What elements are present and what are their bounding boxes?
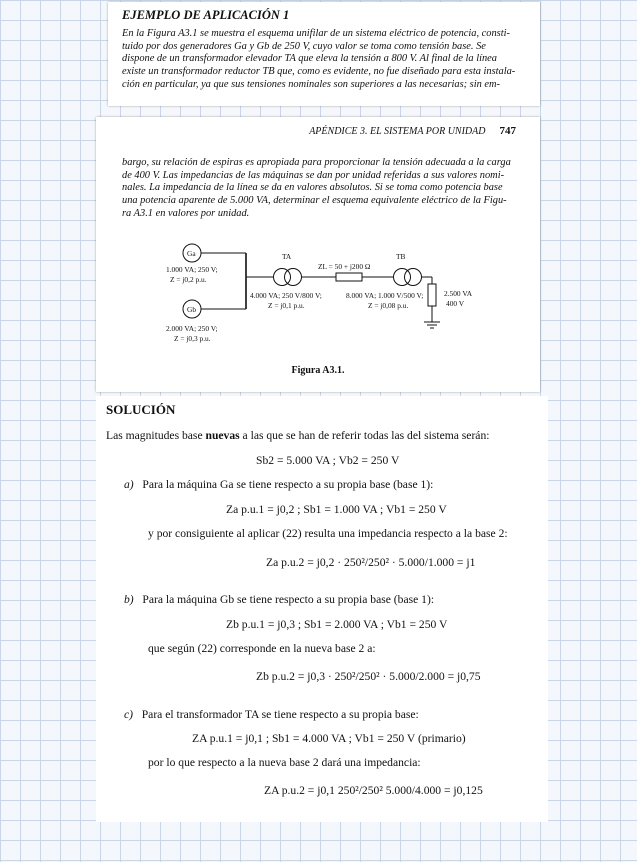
line-impedance-label: ZL = 50 + j200 Ω	[318, 262, 371, 271]
transformer-b-symbol	[394, 269, 411, 286]
gb-label: Gb	[187, 305, 197, 314]
text-line: ción en particular, ya que sus tensiones nominales son superiores a las necesarias; sin em-	[122, 78, 500, 90]
solution-intro	[106, 429, 489, 442]
gb-rating: 2.000 VA; 250 V;	[166, 324, 218, 333]
single-line-diagram	[156, 242, 486, 360]
load-voltage: 400 V	[446, 299, 465, 308]
ta-label: TA	[282, 252, 292, 261]
item-c	[124, 708, 419, 721]
ga-impedance: Z = j0,2 p.u.	[170, 275, 207, 284]
text-line: dispone de un transformador elevador TA que eleva la tensión a 800 V. Al final de la línea	[122, 53, 497, 65]
running-head-title: APÉNDICE 3. EL SISTEMA POR UNIDAD	[309, 126, 486, 137]
intro-bold: nuevas	[205, 429, 240, 442]
solution-card	[96, 396, 548, 822]
text-line: nales. La impedancia de la línea se da en valores absolutos. Si se toma como potencia base	[122, 182, 503, 194]
tb-impedance: Z = j0,08 p.u.	[368, 301, 409, 310]
example-heading: EJEMPLO DE APLICACIÓN 1	[122, 8, 290, 22]
continuation-paragraph	[122, 157, 520, 221]
item-b-text-2: que según (22) corresponde en la nueva base 2 a:	[148, 642, 376, 655]
tb-rating: 8.000 VA; 1.000 V/500 V;	[346, 291, 424, 300]
item-a-marker: a)	[124, 478, 134, 491]
load-symbol	[428, 284, 436, 306]
ta-rating: 4.000 VA; 250 V/800 V;	[250, 291, 322, 300]
ga-label: Ga	[187, 249, 196, 258]
text-line: de 400 V. Las impedancias de las máquinas se dan por unidad referidas a sus valores nomi-	[122, 169, 505, 181]
item-c-text-2: por lo que respecto a la nueva base 2 dará una impedancia:	[148, 756, 421, 769]
item-a	[124, 478, 433, 491]
text-line: una potencia aparente de 5.000 VA, determinar el esquema equivalente eléctrico de la Figu-	[122, 195, 507, 207]
intro-text: Las magnitudes base	[106, 429, 206, 442]
text-line: bargo, su relación de espiras es apropiada para proporcionar la tensión adecuada a la carga	[122, 157, 511, 168]
item-b	[124, 593, 434, 606]
item-b-equation-1: Zb p.u.1 = j0,3 ; Sb1 = 2.000 VA ; Vb1 = 250 V	[226, 618, 448, 631]
item-c-equation-1: ZA p.u.1 = j0,1 ; Sb1 = 4.000 VA ; Vb1 = 250 V (primario)	[192, 732, 466, 745]
tb-label: TB	[396, 252, 406, 261]
intro-text-end: a las que se han de referir todas las del sistema serán:	[239, 429, 490, 442]
item-c-equation-2: ZA p.u.2 = j0,1 250²/250² 5.000/4.000 = j0,125	[264, 784, 483, 797]
item-a-equation-2: Za p.u.2 = j0,2 · 250²/250² · 5.000/1.000 = j1	[266, 556, 476, 569]
item-c-marker: c)	[124, 708, 134, 721]
text-line: tuido por dos generadores Ga y Gb de 250 V, cuyo valor se toma como tensión base. Se	[122, 40, 486, 52]
item-a-equation-1: Za p.u.1 = j0,2 ; Sb1 = 1.000 VA ; Vb1 = 250 V	[226, 503, 447, 516]
text-line: En la Figura A3.1 se muestra el esquema unifilar de un sistema eléctrico de potencia, consti-	[122, 28, 510, 39]
item-b-text: Para la máquina Gb se tiene respecto a su propia base (base 1):	[142, 593, 435, 606]
text-line: ra A3.1 en valores por unidad.	[122, 207, 250, 219]
text-line: existe un transformador reductor TB que, como es evidente, no fue diseñado para esta instala-	[122, 66, 516, 78]
gb-impedance: Z = j0,3 p.u.	[174, 334, 211, 343]
ta-impedance: Z = j0,1 p.u.	[268, 301, 305, 310]
item-a-text: Para la máquina Ga se tiene respecto a su propia base (base 1):	[142, 478, 434, 491]
example-paragraph	[122, 28, 526, 92]
load-rating: 2.500 VA	[444, 289, 473, 298]
page-number: 747	[499, 125, 516, 137]
running-head	[309, 125, 516, 137]
base-equation: Sb2 = 5.000 VA ; Vb2 = 250 V	[256, 454, 400, 467]
item-b-equation-2: Zb p.u.2 = j0,3 · 250²/250² · 5.000/2.000 = j0,75	[256, 670, 481, 683]
transformer-a-symbol	[274, 269, 291, 286]
item-a-text-2: y por consiguiente al aplicar (22) resulta una impedancia respecto a la base 2:	[148, 527, 508, 540]
solution-heading: SOLUCIÓN	[106, 402, 176, 417]
line-impedance-symbol	[336, 273, 362, 281]
ga-rating: 1.000 VA; 250 V;	[166, 265, 218, 274]
item-b-marker: b)	[124, 593, 134, 606]
page-card	[96, 117, 540, 392]
figure-caption: Figura A3.1.	[291, 365, 345, 376]
example-card	[108, 2, 540, 106]
item-c-text: Para el transformador TA se tiene respecto a su propia base:	[141, 708, 419, 721]
